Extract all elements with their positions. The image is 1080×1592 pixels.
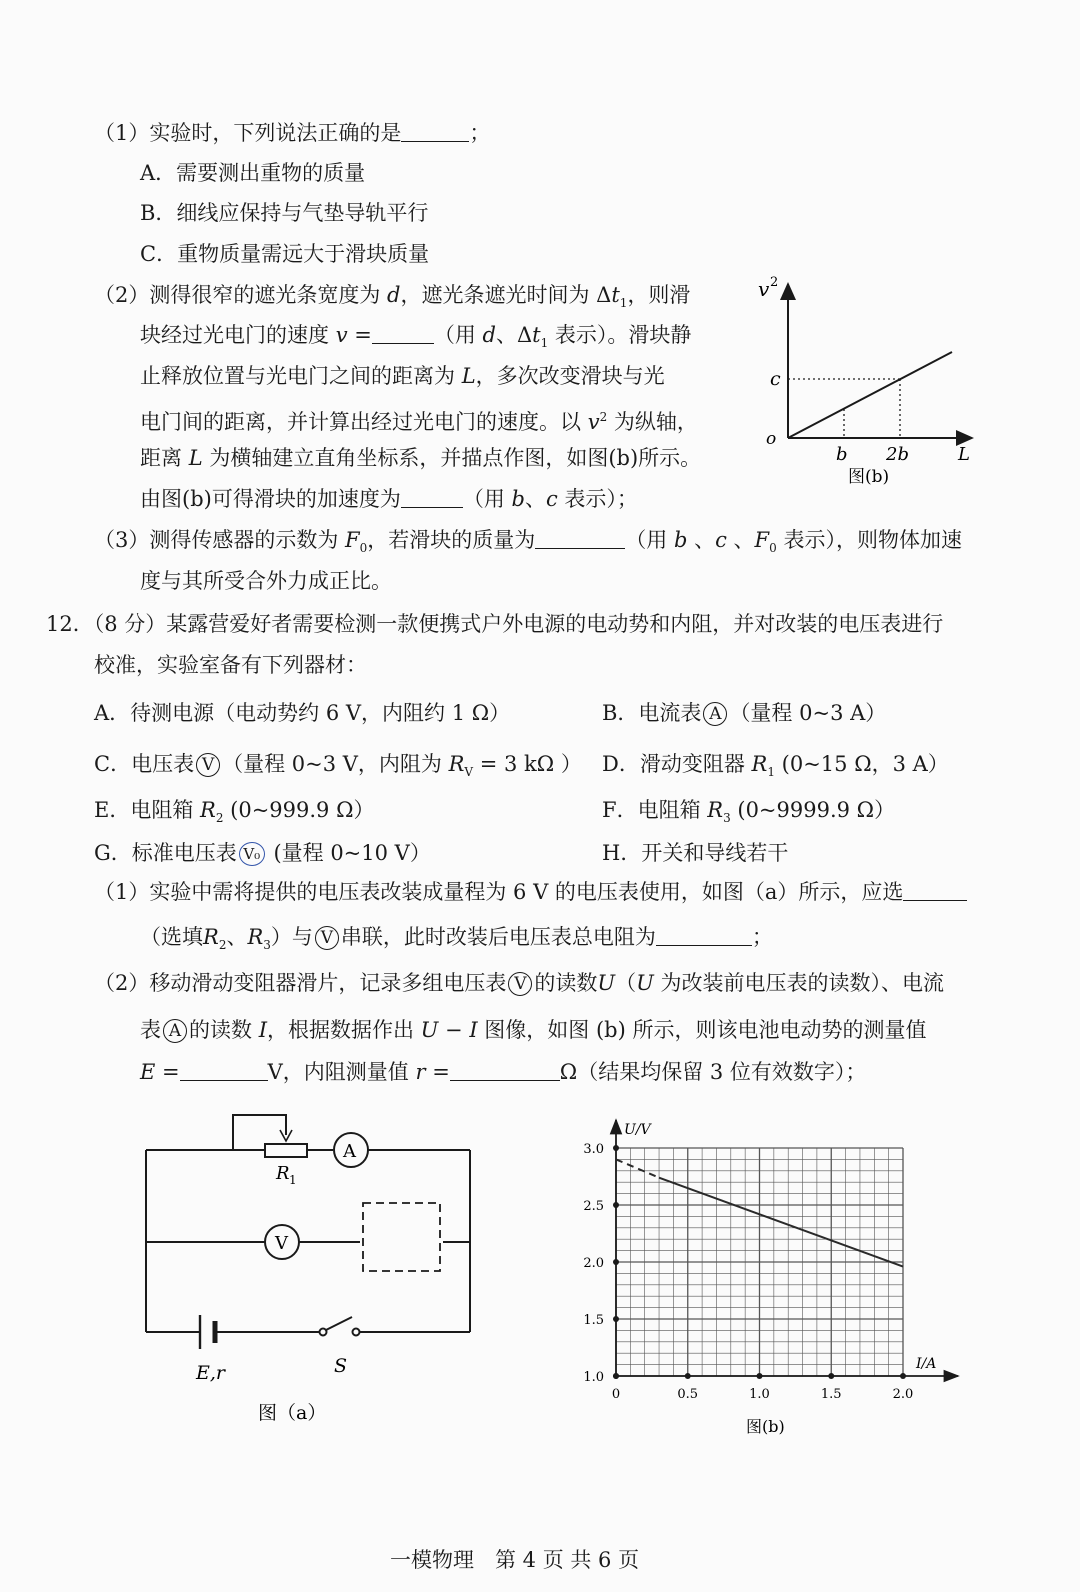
b-label: b: [836, 444, 848, 465]
q11-p2-line2: 块经过光电门的速度 v = （用 d、$\Delta t_1$ 表示）。滑块静: [140, 323, 692, 351]
x-tick-dot: [757, 1373, 763, 1379]
answer-blank[interactable]: [450, 1058, 560, 1081]
y-tick-label: 2.0: [583, 1256, 604, 1271]
data-line: [788, 352, 952, 438]
voltmeter-symbol: V: [508, 972, 532, 996]
voltmeter-symbol: V: [315, 926, 339, 950]
q11-p2-line5: 距离 L 为横轴建立直角坐标系，并描点作图，如图(b)所示。: [140, 446, 702, 470]
chart-caption: 图(b): [746, 1417, 785, 1436]
q12-p1-line1: （1）实验中需将提供的电压表改装成量程为 6 V 的电压表使用，如图（a）所示，应选: [94, 877, 967, 907]
equip-a: A．待测电源（电动势约 6 V，内阻约 1 Ω）: [94, 701, 511, 725]
answer-blank[interactable]: [401, 485, 463, 508]
r1-sub: 1: [289, 1173, 297, 1187]
q11-option-b: B．细线应保持与气垫导轨平行: [140, 201, 429, 225]
y-tick-dot: [613, 1145, 619, 1151]
circuit-diagram: [130, 1105, 490, 1435]
x-tick-label: 0.5: [677, 1387, 699, 1402]
q11-p2-line4: 电门间的距离，并计算出经过光电门的速度。以 $v^2$ 为纵轴，: [140, 410, 698, 434]
q11-p2-line1: （2）测得很窄的遮光条宽度为 d，遮光条遮光时间为 $\Delta t_1$，则滑: [94, 283, 691, 311]
q12-p2-line3: E = V，内阻测量值 r = Ω（结果均保留 3 位有效数字）；: [140, 1060, 867, 1084]
y-axis-title: U/V: [624, 1122, 651, 1138]
rheostat-r1: [265, 1144, 307, 1157]
y-tick-dot: [613, 1316, 619, 1322]
q11-p3-line2: 度与其所受合外力成正比。: [140, 569, 392, 593]
q11-option-c: C．重物质量需远大于滑块质量: [140, 242, 430, 266]
battery-label: E,r: [196, 1362, 225, 1384]
x-tick-label: 2.0: [892, 1387, 914, 1402]
switch-lever[interactable]: [326, 1317, 352, 1330]
dashed-box: [363, 1203, 440, 1271]
answer-blank[interactable]: [903, 878, 967, 901]
q12-p2-line2: 表 A 的读数 I，根据数据作出 U − I 图像，如图 (b) 所示，则该电池电动势的测量值: [140, 1018, 927, 1042]
equip-g: G．标准电压表 V₀ (量程 0~10 V）: [94, 841, 431, 865]
answer-blank[interactable]: [180, 1058, 268, 1081]
y-tick-dot: [613, 1202, 619, 1208]
q11-p3-line1: （3）测得传感器的示数为 $F_0$，若滑块的质量为 （用 b 、c 、$F_0$ 表示），则物体加速: [94, 528, 962, 556]
r1-label: R: [276, 1163, 290, 1184]
circuit-caption: 图（a）: [258, 1402, 327, 1424]
switch-contact: [353, 1329, 360, 1336]
x-tick-label: 1.0: [749, 1387, 770, 1402]
switch-contact: [320, 1329, 327, 1336]
answer-blank[interactable]: [535, 526, 625, 549]
x-tick-dot: [828, 1373, 834, 1379]
answer-blank[interactable]: [656, 923, 752, 946]
standard-voltmeter-symbol: V₀: [239, 842, 265, 866]
y-tick-dot: [613, 1259, 619, 1265]
page-footer: 一模物理 第 4 页 共 6 页: [390, 1548, 640, 1572]
answer-blank[interactable]: [372, 321, 434, 344]
v2-l-graph: [750, 270, 990, 495]
q12-p1-line2: （选填$R_2$、$R_3$）与 V 串联，此时改装后电压表总电阻为 ；: [140, 925, 773, 953]
equip-f: F．电阻箱 $R_3$ (0~9999.9 Ω）: [602, 798, 896, 826]
2b-label: 2b: [886, 444, 909, 465]
equip-d: D．滑动变阻器 $R_1$ (0~15 Ω，3 A）: [602, 752, 949, 780]
equip-e: E．电阻箱 $R_2$ (0~999.9 Ω）: [94, 798, 375, 826]
y-tick-label: 2.5: [583, 1199, 604, 1214]
x-axis-title: I/A: [916, 1356, 937, 1372]
ammeter-symbol: A: [163, 1019, 187, 1043]
origin-label: o: [766, 429, 777, 449]
q12-p2-line1: （2）移动滑动变阻器滑片，记录多组电压表 V 的读数U（U 为改装前电压表的读数）、电流: [94, 971, 944, 995]
q11-option-a: A．需要测出重物的质量: [140, 161, 366, 185]
u-i-chart: [570, 1110, 970, 1440]
x-tick-dot: [900, 1373, 906, 1379]
y-tick-label: 1.0: [583, 1370, 604, 1385]
y-label: v: [758, 277, 770, 301]
y-tick-label: 1.5: [583, 1313, 604, 1328]
switch-label: S: [334, 1355, 348, 1377]
x-tick-label: 1.5: [820, 1387, 842, 1402]
series-measured: [659, 1178, 903, 1267]
equip-c: C．电压表 V （量程 0~3 V，内阻为 $R_V = 3$ kΩ ）: [94, 752, 582, 780]
answer-blank[interactable]: [401, 119, 469, 142]
equip-b: B．电流表 A （量程 0~3 A）: [602, 701, 887, 725]
voltmeter-label: V: [275, 1233, 288, 1254]
y-tick-label: 3.0: [583, 1142, 604, 1157]
y-label-exp: 2: [770, 275, 779, 290]
x-tick-dot: [685, 1373, 691, 1379]
voltmeter-symbol: V: [196, 753, 220, 777]
q12-heading-cont: 校准，实验室备有下列器材：: [94, 653, 367, 677]
ammeter-symbol: A: [703, 702, 727, 726]
c-label: c: [770, 368, 781, 390]
grid: [616, 1148, 903, 1376]
graph-caption: 图(b): [848, 467, 890, 487]
ammeter-label: A: [343, 1141, 356, 1162]
series-extrapolated: [616, 1159, 659, 1177]
q11-p2-line6: 由图(b)可得滑块的加速度为 （用 b、c 表示）；: [140, 487, 638, 511]
q11-p1-stem: （1）实验时，下列说法正确的是 ；: [94, 121, 491, 145]
x-label: L: [958, 444, 970, 465]
equip-h: H．开关和导线若干: [602, 841, 789, 865]
q12-heading: 12．（8 分）某露营爱好者需要检测一款便携式户外电源的电动势和内阻，并对改装的电压表进行: [46, 612, 944, 636]
x-tick-label: 0: [611, 1387, 621, 1402]
y-tick-dot: [613, 1373, 619, 1379]
q11-p2-line3: 止释放位置与光电门之间的距离为 L，多次改变滑块与光: [140, 364, 665, 388]
